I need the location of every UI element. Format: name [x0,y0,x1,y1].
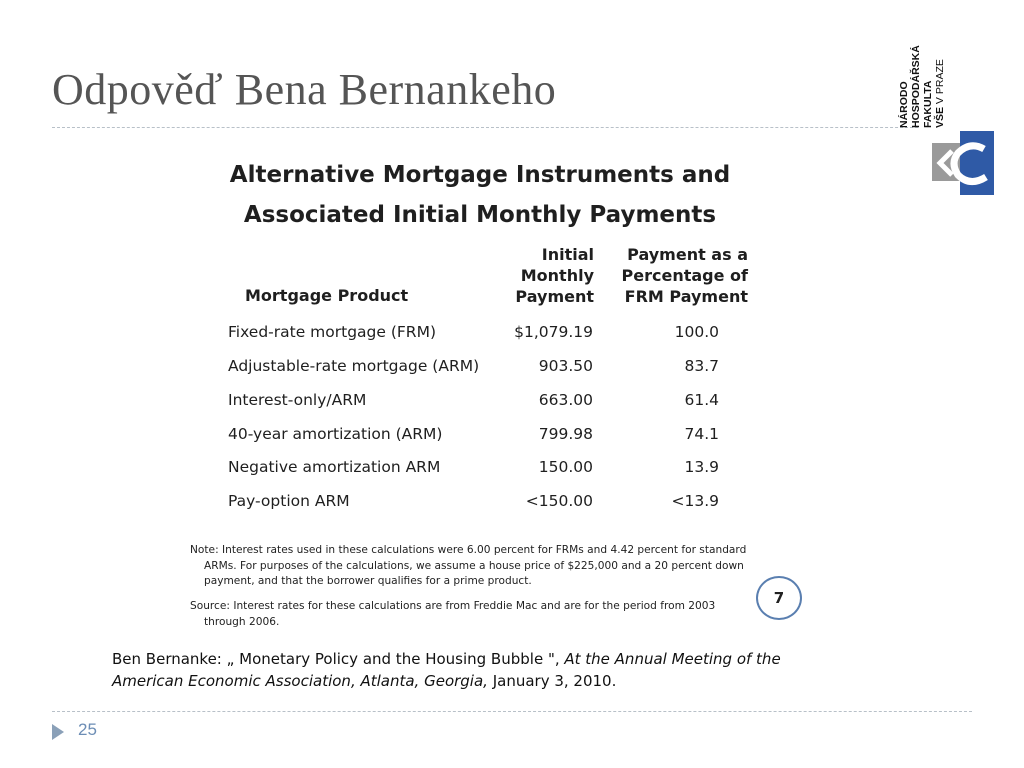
citation-line-1 [112,648,912,670]
note-line-1: Note: Interest rates used in these calculations were 6.00 percent for FRMs and 4.42 percent for standard [190,544,747,556]
row-payment: 150.00 [538,458,593,476]
row-percentage: <13.9 [671,492,719,510]
table-row [228,458,728,480]
row-payment: <150.00 [525,492,593,510]
row-percentage: 74.1 [684,425,719,443]
header-percentage: Payment as a Percentage of FRM Payment [621,245,748,306]
source-page-number: 7 [756,576,802,620]
note-line-2: ARMs. For purposes of the calculations, we assume a house price of $225,000 and a 20 percent down [204,559,744,572]
table-title-line-2: Associated Initial Monthly Payments [243,202,717,228]
slide-number: 25 [78,720,97,739]
table-source [190,599,750,630]
row-percentage: 13.9 [684,458,719,476]
table-note [190,543,750,590]
table-row [228,357,728,379]
row-percentage: 61.4 [684,391,719,409]
row-payment: 799.98 [538,425,593,443]
row-payment: 663.00 [538,391,593,409]
slide-title: Odpověď Bena Bernankeho [52,65,557,114]
source-line-2: through 2006. [204,615,280,628]
logo-line-3: FAKULTA [922,80,934,128]
table-row [228,492,728,514]
faculty-logo [895,28,1005,168]
footer-divider [52,711,972,712]
row-product: Pay-option ARM [228,492,350,510]
citation-line-2 [112,670,912,692]
row-payment: $1,079.19 [514,323,593,341]
row-payment: 903.50 [538,357,593,375]
footer-triangle-icon [52,724,64,740]
logo-wordmark [895,28,955,128]
row-product: Adjustable-rate mortgage (ARM) [228,357,480,375]
title-divider [52,127,918,128]
logo-line-4 [935,59,946,128]
header-mortgage-product: Mortgage Product [245,286,409,305]
row-product: Fixed-rate mortgage (FRM) [228,323,436,341]
table-title-line-1: Alternative Mortgage Instruments and [229,162,731,188]
logo-line-4-bold: VŠE [934,106,946,128]
row-product: Negative amortization ARM [228,458,441,476]
citation-date: January 3, 2010. [487,672,617,690]
citation-author-title: Ben Bernanke: „ Monetary Policy and the Housing Bubble ", [112,650,565,668]
source-line-1: Source: Interest rates for these calculations are from Freddie Mac and are for the period from 2003 [190,600,716,612]
table-row [228,391,728,413]
citation-venue: At the Annual Meeting of the [564,650,781,668]
logo-line-1: NÁRODO [898,81,910,128]
note-line-3: payment, and that the borrower qualifies for a prime product. [204,575,532,587]
table-title [200,155,760,235]
table-row [228,323,728,345]
logo-line-2: HOSPODÁŘSKÁ [910,45,922,128]
citation [112,648,912,692]
row-product: 40-year amortization (ARM) [228,425,443,443]
table-row [228,425,728,447]
row-percentage: 83.7 [684,357,719,375]
logo-emblem-icon [932,131,994,195]
header-initial-payment: Initial Monthly Payment [515,245,594,306]
row-product: Interest-only/ARM [228,391,367,409]
citation-venue-cont: American Economic Association, Atlanta, Georgia, [112,672,488,690]
row-percentage: 100.0 [674,323,719,341]
logo-line-4-suffix: V PRAZE [934,59,946,105]
